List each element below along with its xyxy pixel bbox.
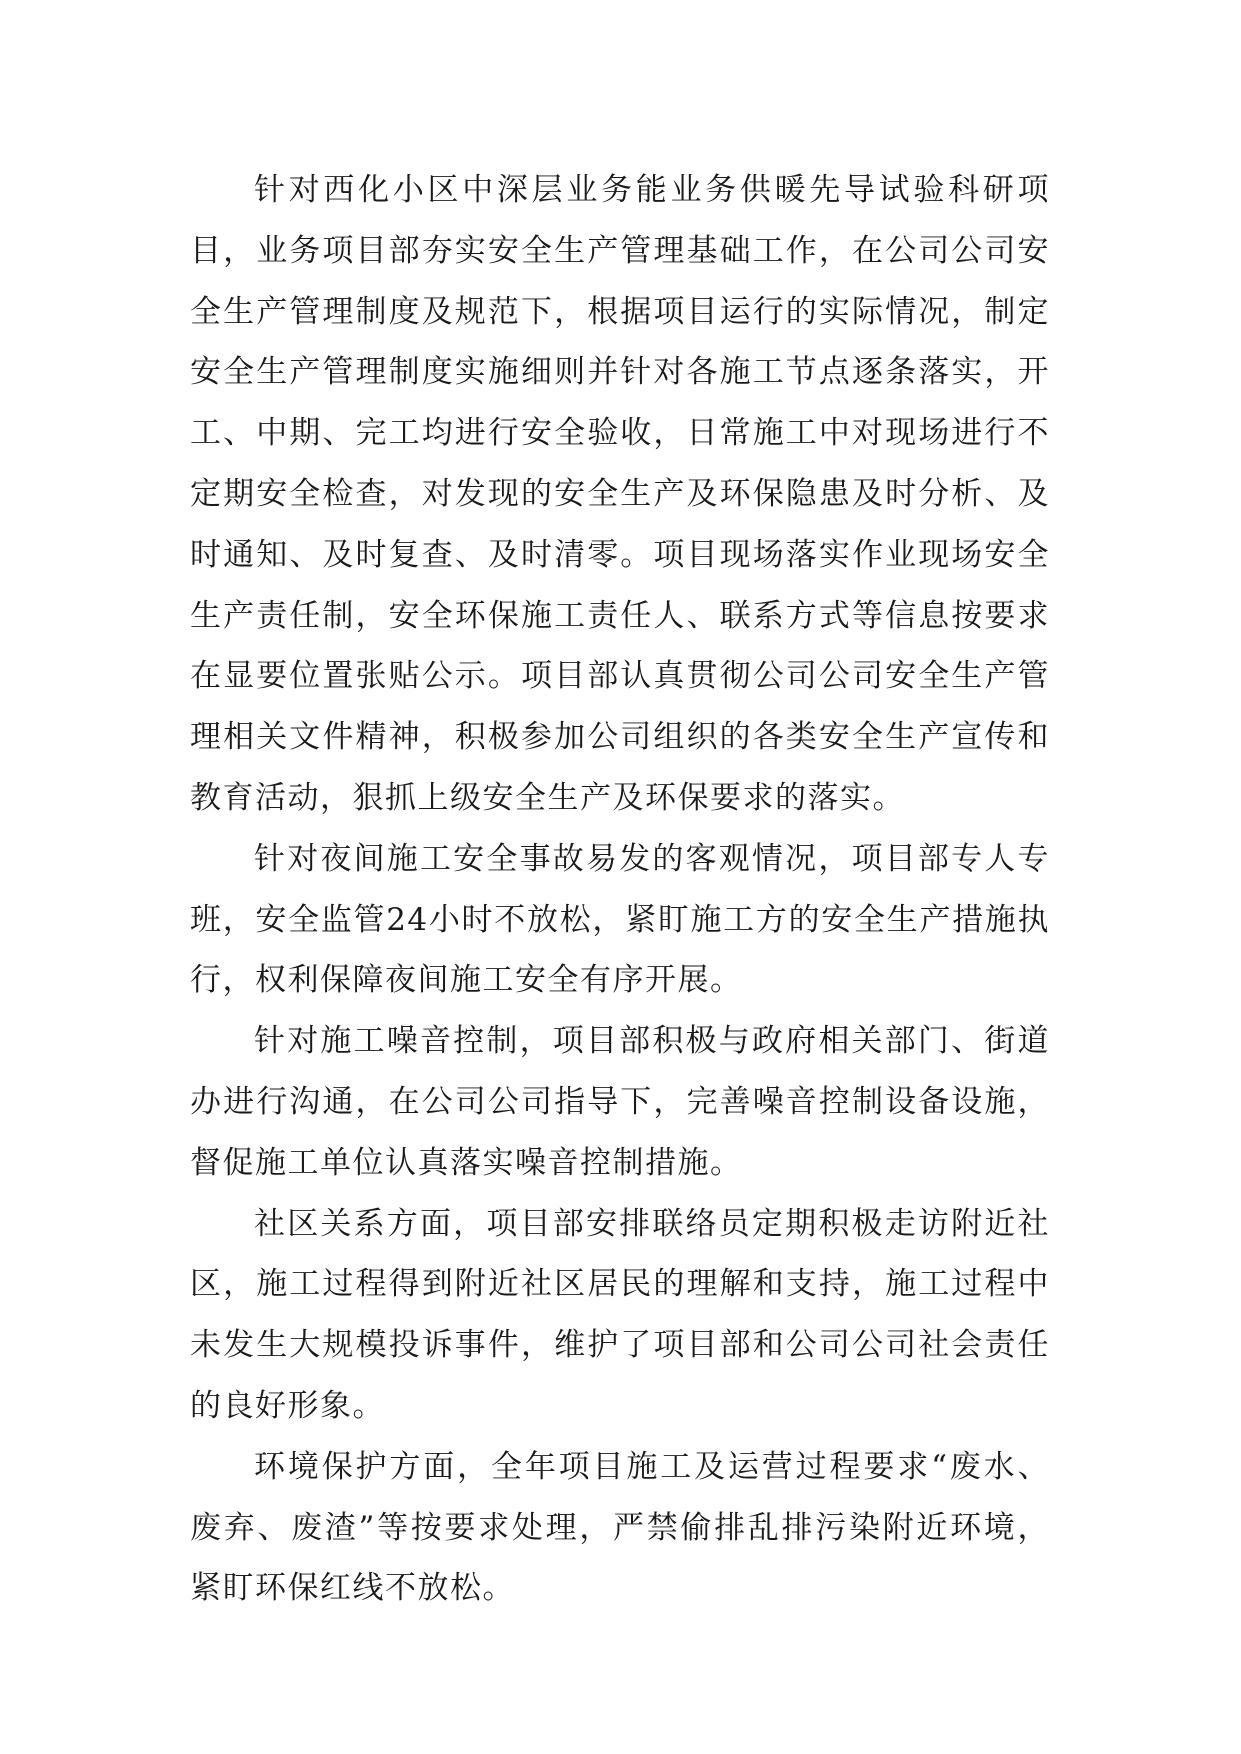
paragraph-night-construction: 针对夜间施工安全事故易发的客观情况，项目部专人专班，安全监管24小时不放松，紧盯施工方的安全生产措施执行，权利保障夜间施工安全有序开展。 xyxy=(190,840,1050,999)
paragraph-community-relations: 社区关系方面，项目部安排联络员定期积极走访附近社区，施工过程得到附近社区居民的理解和支持，施工过程中未发生大规模投诉事件，维护了项目部和公司公司社会责任的良好形象。 xyxy=(190,1205,1050,1424)
document-body xyxy=(190,160,1050,1619)
paragraph-environmental-protection: 环境保护方面，全年项目施工及运营过程要求“废水、废弃、废渣”等按要求处理，严禁偷排乱排污染附近环境，紧盯环保红线不放松。 xyxy=(190,1448,1050,1607)
paragraph-safety-management: 针对西化小区中深层业务能业务供暖先导试验科研项目，业务项目部夯实安全生产管理基础工作，在公司公司安全生产管理制度及规范下，根据项目运行的实际情况，制定安全生产管理制度实施细则并针对各施工节点逐条落实，开工、中期、完工均进行安全验收，日常施工中对现场进行不定期安全检查，对发现的安全生产及环保隐患及时分析、及时通知、及时复查、及时清零。项目现场落实作业现场安全生产责任制，安全环保施工责任人、联系方式等信息按要求在显要位置张贴公示。项目部认真贯彻公司公司安全生产管理相关文件精神，积极参加公司组织的各类安全生产宣传和教育活动，狠抓上级安全生产及环保要求的落实。 xyxy=(190,172,1050,816)
paragraph-noise-control: 针对施工噪音控制，项目部积极与政府相关部门、街道办进行沟通，在公司公司指导下，完善噪音控制设备设施，督促施工单位认真落实噪音控制措施。 xyxy=(190,1023,1050,1181)
